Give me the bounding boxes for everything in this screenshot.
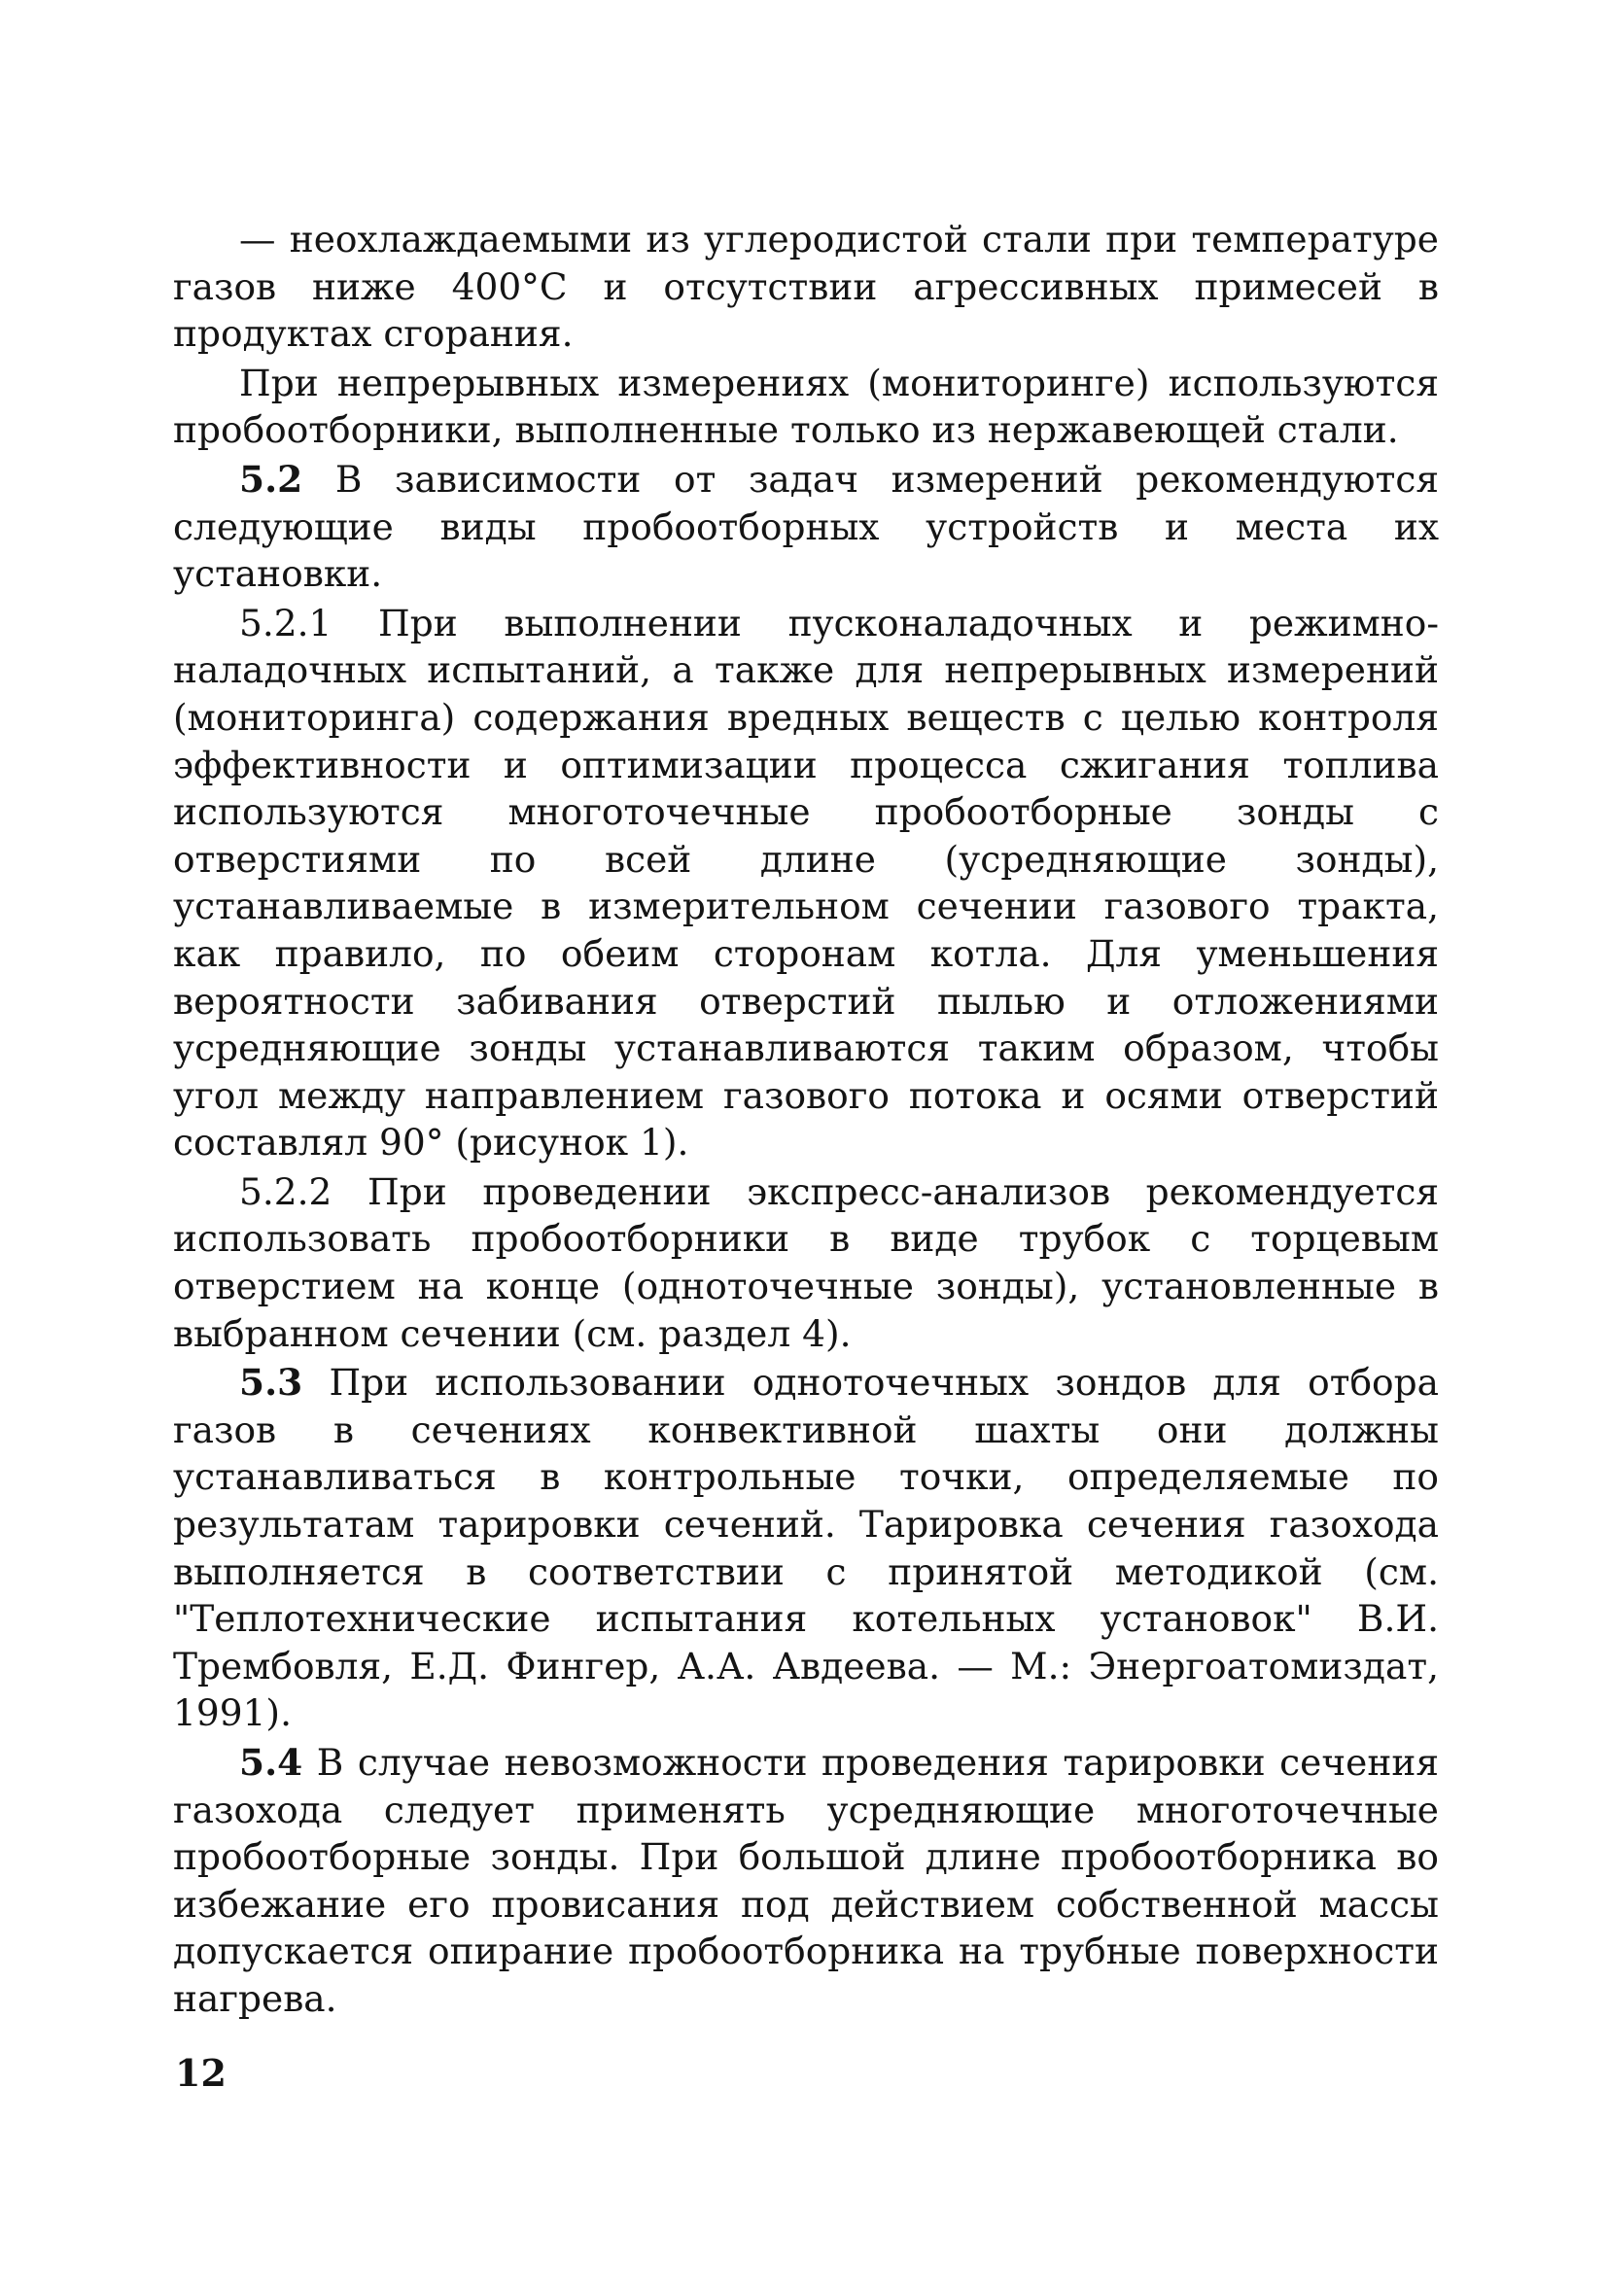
section-5-3-text: При использовании одноточечных зондов для отбора газов в сечениях конвективной шахты они должны устанавливаться в контрольные точки, определяемые по результатам тарировки сечений. Тарировка сечения газохода выполняется в соответствии с принятой методикой (см. "Теплотехнические испытания котельных установок" В.И. Трембовля, Е.Д. Фингер, А.А. Авдеева. — М.: Энергоатомиздат, 1991). [173, 1361, 1439, 1735]
page-number: 12 [175, 2051, 227, 2095]
paragraph-1 [173, 216, 1439, 358]
paragraph-1-text: — неохлаждаемыми из углеродистой стали при температуре газов ниже 400°С и отсутствии агрессивных примесей в продуктах сгорания. [173, 218, 1439, 356]
section-5-3-number: 5.3 [239, 1361, 303, 1405]
section-5-2-2-text: 5.2.2 При проведении экспресс-анализов рекомендуется использовать пробоотборники в виде трубок с торцевым отверстием на конце (одноточечные зонды), установленные в выбранном сечении (см. раздел 4). [173, 1169, 1439, 1355]
section-5-3 [173, 1359, 1439, 1737]
section-5-4-number: 5.4 [239, 1741, 303, 1784]
section-5-4-text: В случае невозможности проведения тарировки сечения газохода следует применять усредняющие многоточечные пробоотборные зонды. При большой длине пробоотборника во избежание его провисания под действием собственной массы допускается опирание пробоотборника на трубные поверхности нагрева. [173, 1741, 1439, 2020]
section-5-2-1-text: 5.2.1 При выполнении пусконаладочных и режимно-наладочных испытаний, а также для непрерывных измерений (мониторинга) содержания вредных веществ с целью контроля эффективности и оптимизации процесса сжигания топлива используются многоточечные пробоотборные зонды с отверстиями по всей длине (усредняющие зонды), устанавливаемые в измерительном сечении газового тракта, как правило, по обеим сторонам котла. Для уменьшения вероятности забивания отверстий пылью и отложениями усредняющие зонды устанавливаются таким образом, чтобы угол между направлением газового потока и осями отверстий составлял 90° (рисунок 1). [173, 601, 1439, 1165]
section-5-2 [173, 456, 1439, 598]
section-5-2-1 [173, 600, 1439, 1166]
section-5-2-number: 5.2 [239, 457, 303, 501]
page-body [173, 216, 1439, 2023]
paragraph-2-text: При непрерывных измерениях (мониторинге) используются пробоотборники, выполненные только из нержавеющей стали. [173, 361, 1439, 452]
section-5-2-text: В зависимости от задач измерений рекомендуются следующие виды пробоотборных устройств и места их установки. [173, 457, 1439, 596]
paragraph-2 [173, 360, 1439, 454]
section-5-4 [173, 1739, 1439, 2023]
section-5-2-2 [173, 1168, 1439, 1357]
